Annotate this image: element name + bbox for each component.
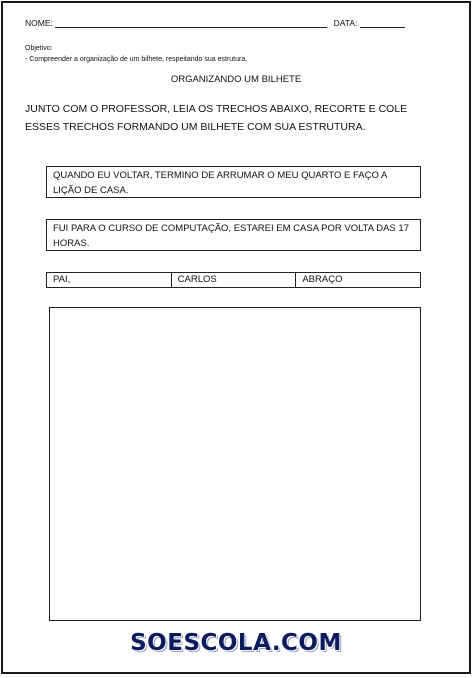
name-label: NOME:: [25, 18, 53, 28]
word-cell-signature: CARLOS: [172, 273, 297, 287]
snippet-box-1: QUANDO EU VOLTAR, TERMINO DE ARRUMAR O MEU QUARTO E FAÇO A LIÇÃO DE CASA.: [46, 166, 421, 198]
snippet-box-2: FUI PARA O CURSO DE COMPUTAÇÃO, ESTAREI EM CASA POR VOLTA DAS 17 HORAS.: [46, 219, 421, 251]
objective-text: - Compreender a organização de um bilhete, respeitando sua estrutura.: [25, 56, 248, 63]
paste-area-box[interactable]: [49, 307, 421, 621]
instructions-text: JUNTO COM O PROFESSOR, LEIA OS TRECHOS ABAIXO, RECORTE E COLE ESSES TRECHOS FORMANDO UM BILHETE COM SUA ESTRUTURA.: [25, 103, 408, 133]
date-label: DATA:: [333, 18, 358, 28]
word-cell-greeting: PAI,: [47, 273, 172, 287]
page-title: ORGANIZANDO UM BILHETE: [170, 74, 302, 85]
word-cell-farewell: ABRAÇO: [302, 274, 343, 285]
worksheet-page: [1, 1, 471, 674]
date-field[interactable]: [360, 18, 405, 28]
site-logo: SOESCOLA.COM: [130, 630, 342, 656]
word-row: [46, 272, 421, 288]
name-field[interactable]: [55, 18, 327, 28]
header-row: [25, 18, 405, 28]
objective-label: Objetivo:: [25, 45, 53, 52]
objective-section: [25, 43, 247, 65]
